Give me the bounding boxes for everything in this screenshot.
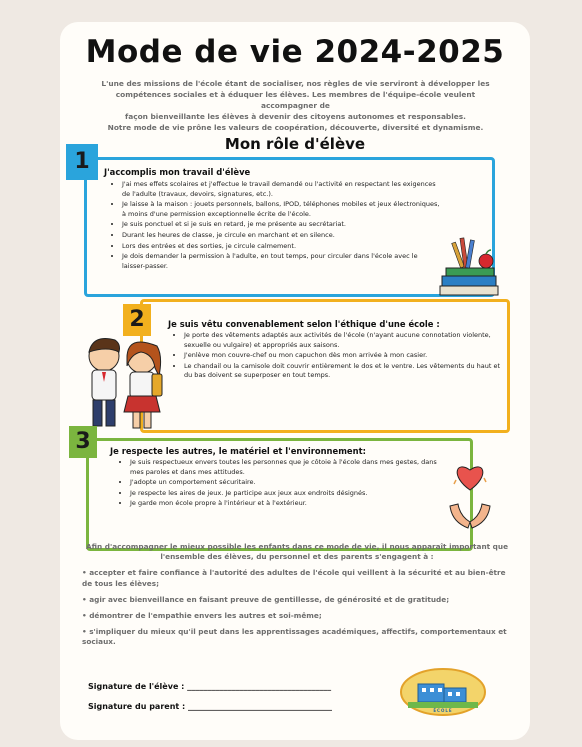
closing-point: • accepter et faire confiance à l'autorité des adultes de l'école qui veillent à la sécurité et au bien-être de tous les élèves; — [82, 568, 506, 588]
closing-text — [82, 542, 512, 654]
books-illustration — [438, 228, 502, 298]
section-1-list — [110, 180, 442, 272]
list-item: • Je suis respectueux envers toutes les personnes que je côtoie à l'école dans mes gestes, dans mes paroles et dans mes attitudes. — [130, 458, 448, 477]
list-item: • J'enlève mon couvre-chef ou mon capuchon dès mon arrivée à mon casier. — [184, 351, 509, 361]
section-3-heading: Je respecte les autres, le matériel et l'environnement: — [110, 446, 366, 456]
section-1-heading: J'accomplis mon travail d'élève — [104, 167, 251, 177]
list-item: • Je suis ponctuel et si je suis en retard, je me présente au secrétariat. — [122, 220, 442, 230]
closing-point: • s'impliquer du mieux qu'il peut dans les apprentissages académiques, affectifs, comportementaux et sociaux. — [82, 627, 507, 647]
list-item: • J'adopte un comportement sécuritaire. — [130, 478, 448, 488]
document-page — [60, 22, 530, 740]
page-title: Mode de vie 2024-2025 — [85, 34, 505, 70]
list-item: • Je respecte les aires de jeux. Je participe aux jeux aux endroits désignés. — [130, 489, 448, 499]
intro-line: façon bienveillante les élèves à devenir des citoyens autonomes et responsables. — [125, 112, 466, 121]
section-3-list — [118, 458, 448, 510]
student-signature-line[interactable]: Signature de l'élève : ____________________________________ — [88, 682, 332, 691]
students-illustration — [78, 322, 170, 442]
section-2-heading: Je suis vêtu convenablement selon l'éthique d'une école : — [168, 319, 440, 329]
intro-paragraph — [88, 78, 503, 133]
section-2-list — [172, 331, 509, 382]
list-item: • Je dois demander la permission à l'adulte, en tout temps, pour circuler dans l'école avec le laisser-passer. — [122, 252, 442, 271]
intro-line: compétences sociales et à éduquer les élèves. Les membres de l'équipe-école veulent accompagner de — [115, 90, 476, 110]
list-item: • Lors des entrées et des sorties, je circule calmement. — [122, 242, 442, 252]
list-item: • Durant les heures de classe, je circule en marchant et en silence. — [122, 231, 442, 241]
section-3-number: 3 — [69, 426, 97, 458]
closing-point: • agir avec bienveillance en faisant preuve de gentillesse, de générosité et de gratitude; — [82, 594, 450, 604]
intro-line: Notre mode de vie prône les valeurs de coopération, découverte, diversité et dynamisme. — [107, 123, 484, 132]
closing-lead: Afin d'accompagner le mieux possible les enfants dans ce mode de vie, il nous apparaît important que l'ensemble des élèves, du personnel et des parents s'engagent à : — [85, 542, 509, 562]
section-2-number: 2 — [123, 304, 151, 336]
logo-caption: ÉCOLE — [433, 708, 453, 713]
list-item: • Le chandail ou la camisole doit couvrir entièrement le dos et le ventre. Les vêtements du haut et du bas doivent se superposer en tout temps. — [184, 362, 509, 381]
list-item: • Je laisse à la maison : jouets personnels, ballons, IPOD, téléphones mobiles et jeux électroniques, à moins d'une permission exceptionnelle écrite de l'école. — [122, 200, 442, 219]
heart-hands-illustration — [446, 456, 494, 536]
closing-point: • démontrer de l'empathie envers les autres et soi-même; — [82, 611, 322, 621]
list-item: • Je garde mon école propre à l'intérieur et à l'extérieur. — [130, 499, 448, 509]
list-item: • Je porte des vêtements adaptés aux activités de l'école (n'ayant aucune connotation violente, sexuelle ou vulgaire) et appropriés aux saisons. — [184, 331, 509, 350]
list-item: • J'ai mes effets scolaires et j'effectue le travail demandé ou l'activité en respectant les exigences de l'adulte (travaux, devoirs, signatures, etc.). — [122, 180, 442, 199]
section-1-number: 1 — [66, 144, 98, 180]
intro-line: L'une des missions de l'école étant de socialiser, nos règles de vie serviront à développer les — [101, 79, 490, 88]
section-subtitle: Mon rôle d'élève — [224, 135, 366, 153]
parent-signature-line[interactable]: Signature du parent : ____________________________________ — [88, 702, 332, 711]
